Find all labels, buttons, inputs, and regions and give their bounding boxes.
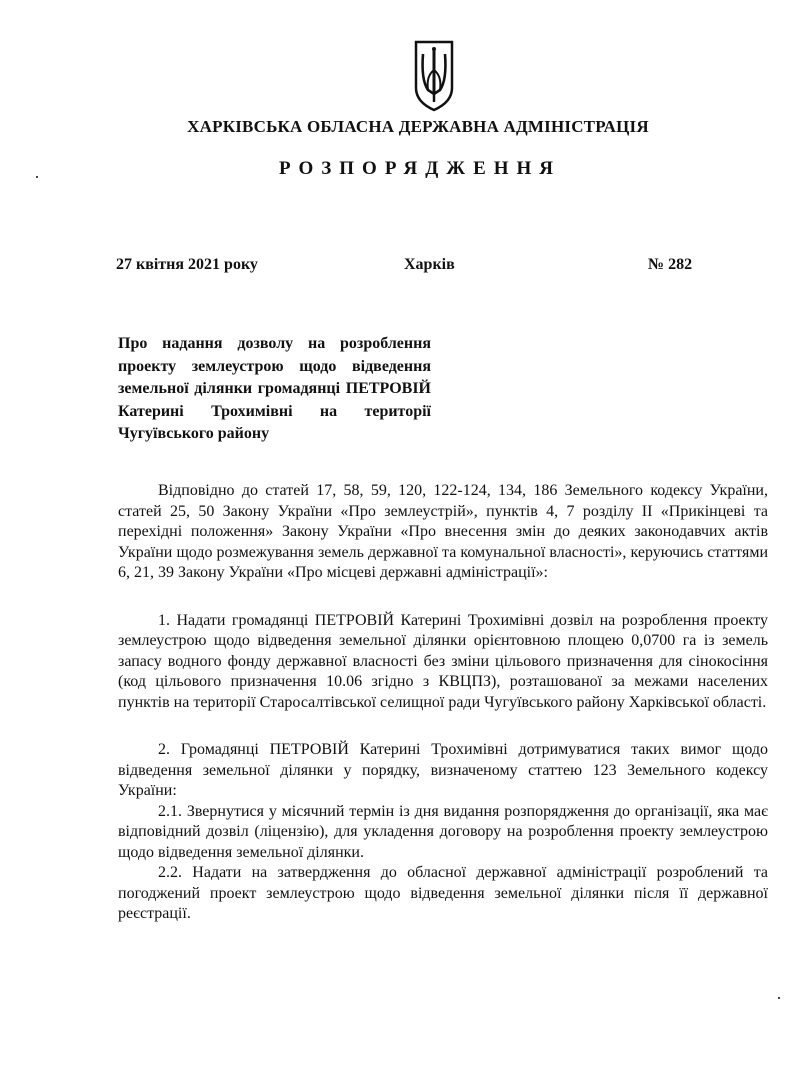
document-date: 27 квітня 2021 року <box>116 256 258 273</box>
preamble-paragraph: Відповідно до статей 17, 58, 59, 120, 122-124, 134, 186 Земельного кодексу України, статей 25, 50 Закону України «Про землеустрій», пунктів 4, 7 розділу II «Прикінцеві та перехідні положення» Закону України «Про внесення змін до деяких законодавчих актів України щодо розмежування земель державної та комунальної власності», керуючись статтями 6, 21, 39 Закону України «Про місцеві державні адміністрації»: <box>118 482 768 581</box>
document-subject: Про надання дозволу на розроблення проекту землеустрою щодо відведення земельної ділянки громадянці ПЕТРОВІЙ Катерині Трохимівні на території Чугуївського району <box>118 335 431 442</box>
trident-coat-of-arms-icon <box>412 40 456 112</box>
document-type-title: РОЗПОРЯДЖЕННЯ <box>278 158 562 179</box>
item-2-1-paragraph: 2.1. Звернутися у місячний термін із дня видання розпорядження до організації, яка має відповідний дозвіл (ліцензію), для укладення договору на розроблення проекту землеустрою щодо відведення земельної ділянки. <box>118 802 768 861</box>
document-body <box>118 481 768 925</box>
scan-speck <box>778 997 780 999</box>
document-city: Харків <box>404 256 455 273</box>
scan-speck <box>36 176 38 178</box>
document-number: № 282 <box>648 256 693 273</box>
item-1-paragraph: 1. Надати громадянці ПЕТРОВІЙ Катерині Трохимівні дозвіл на розроблення проекту землеустрою щодо відведення земельної ділянки орієнтовною площею 0,0700 га із земель запасу водного фонду державної власності без зміни цільового призначення для сінокосіння (код цільового призначення 10.06 згідно з КВЦПЗ), розташованої за межами населених пунктів на території Старосалтівської селищної ради Чугуївського району Харківської області. <box>118 611 768 711</box>
item-2-paragraph: 2. Громадянці ПЕТРОВІЙ Катерині Трохимівні дотримуватися таких вимог щодо відведення земельної ділянки у порядку, визначеному статтею 123 Земельного кодексу України: <box>118 741 768 799</box>
item-2-2-paragraph: 2.2. Надати на затвердження до обласної державної адміністрації розроблений та погоджений проект землеустрою щодо відведення земельної ділянки після її державної реєстрації. <box>118 864 768 922</box>
organization-name: ХАРКІВСЬКА ОБЛАСНА ДЕРЖАВНА АДМІНІСТРАЦІЯ <box>187 117 649 136</box>
